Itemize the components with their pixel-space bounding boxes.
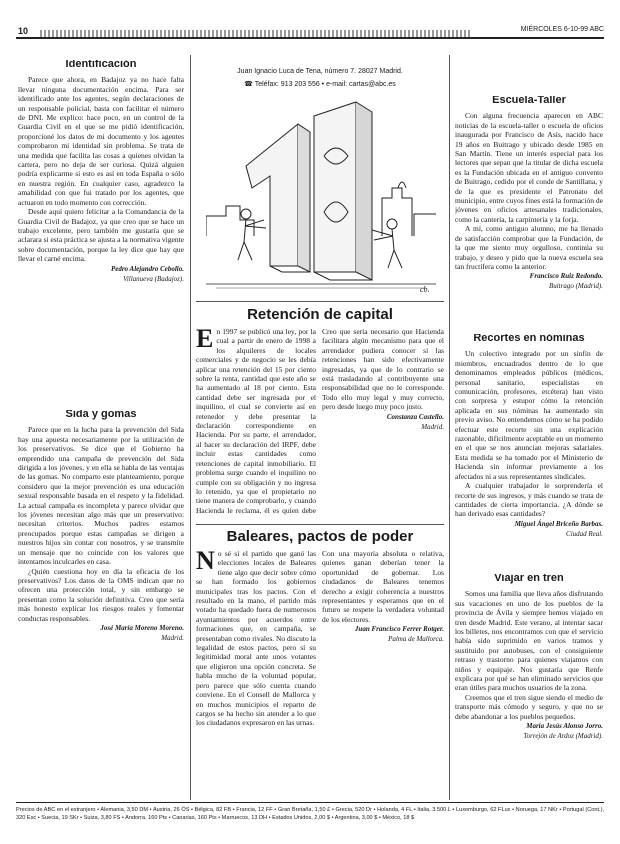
page-date: MIÉRCOLES 6-10-99 ABC xyxy=(520,26,604,33)
letter-body-2: Creemos que el tren sigue siendo el medio de transporte más cómodo y seguro, y que no se debe abandonar a los pueblos pequeños. xyxy=(455,692,603,721)
header-rule xyxy=(16,37,604,39)
letter-signature: Juan Francisco Ferrer Rotger. xyxy=(354,625,444,634)
letter-body: n 1997 se publicó una ley, por la cual a partir de enero de 1998 a los alquileres de locales comerciales y de negocio se les debía aplicar una retención del 15 por ciento sobre la renta, cantidad que este año se ha aumentado al 18 por ciento. Esta cantidad debe ser ingresada por el inquilino, el cual se convierte así en retenedor y debe presentar la declaración correspondiente en Hacienda. Por su parte, el arrendador, al hacer su declaración del IRPF, debe incluir estas cantidades como retenciones de capital inmobiliario. El problema surge cuando el inquilino no cumple con su obligación y no ingresa lo retenido, ya que el propietario no tiene manera de comprobarlo, y cuando Hacienda le reclama, él es quien debe xyxy=(196,327,316,515)
cartoon-illustration xyxy=(206,96,436,294)
section-rule xyxy=(196,301,444,302)
letter-body-2: A cualquier trabajador le sorprendería el recorte de sus ingresos, y más cuando se trata de cantidades de cierta importancia. ¿A dónde se han derivado esas cantidades? xyxy=(455,481,603,519)
letter-body-2: A mí, como antiguo alumno, me ha llenado de satisfacción comprobar que la Fundación, de la que me siento muy orgulloso, continúa su trabajo, y deseo y pido que la nueva escuela sea tan fructífera como la anterior. xyxy=(455,224,603,271)
address-line-2: ☎ Teléfax: 913 203 556 • e-mail: cartas@abc.es xyxy=(244,81,396,88)
letter-signature: María Jesús Alonso Jorro. xyxy=(526,722,603,731)
letter-title: Escuela-Taller xyxy=(492,96,566,106)
header-pattern xyxy=(40,30,470,37)
letter-signature: Miguel Ángel Briceño Barbas. xyxy=(514,519,603,528)
section-rule xyxy=(196,524,444,525)
letter-signature-place: Madrid. xyxy=(421,422,444,431)
letter-body-2: Con una mayoría absoluta o relativa, quienes ganan deberían tener la oportunidad de gobernar. Los ciudadanos de Baleares tenemos derecho a exigir coherencia a nuestros representantes y esperamos que en el futuro se respete la verdadera voluntad de los electores. xyxy=(322,549,444,624)
letter-body: Somos una familia que lleva años disfrutando sus vacaciones en uno de los pueblos de la provincia de Ávila y siempre hemos viajado en tren desde Madrid. Este verano, al intentar sacar los billetes, nos encontramos con que el servicio había sido suprimido en varios tramos y sustituido por autobuses, con el consiguiente retraso y trastorno para quienes viajamos con niños y equipaje. Nos gustaría que Renfe explicara por qué se han eliminado servicios que eran útiles para muchos usuarios de la zona. xyxy=(455,589,603,693)
letter-signature: José María Moreno Moreno. xyxy=(100,623,184,632)
letter-body: Con alguna frecuencia aparecen en ABC noticias de la escuela-taller o escuela de oficios inaugurada por Francisco de Asís, nacido hace 19 años en Buitrago y ubicado desde 1985 en San Martín. Tiene un interés especial para los lectores que sepan que la titular de dicha escuela es la Fundación ubicada en el antiguo convento de Buitrago, cedido por el conde de Santillana, y de la que es presidente el Patronato del municipio, entre cuyos fines está la formación de jóvenes en oficios artesanales tradicionales, como la cantería, la carpintería y la forja. xyxy=(455,111,603,224)
letter-signature: Constanza Castello. xyxy=(386,412,444,421)
letter-sida xyxy=(18,410,184,802)
letter-signature-place: Buitrago (Madrid). xyxy=(548,282,603,291)
drop-cap: E xyxy=(196,327,214,353)
footer-rule xyxy=(16,802,604,803)
letter-body: Parece que ahora, en Badajoz ya no hace falta llevar ninguna documentación encima. Para ser identificado ante los agentes, según declaraciones de un responsable policial, basta con facilitar el número de DNI. Me explico: hace poco, en un control de la Guardia Civil en el que se me pidió identificación, proporcioné los datos de mi documento y los agentes comprobaron mi identidad sin problema. Se trata de una medida que facilita las cosas a quienes olvidan la cartera, pero no deja de ser curiosa. Quizá alguien podría explicarme si esto es así en toda España o sólo en nuestra región. En cualquier caso, agradezco la amabilidad con que fui tratado por los agentes, que actuaron en todo momento con corrección. xyxy=(18,75,184,207)
phone-icon: ☎ xyxy=(244,81,253,88)
letter-signature-place: Torrejón de Ardoz (Madrid). xyxy=(523,732,603,741)
cartoon-signature: cb. xyxy=(420,285,430,294)
letter-title: Sida y gomas xyxy=(65,410,137,420)
letter-retencion-col1 xyxy=(196,327,316,517)
letter-title: Recortes en nóminas xyxy=(473,334,585,344)
letter-signature: Pedro Alejandro Cebollo. xyxy=(110,264,184,273)
letter-signature-place: Ciudad Real. xyxy=(566,529,603,538)
column-divider-right xyxy=(449,55,450,800)
letter-body: Un colectivo integrado por un sinfín de miembros, encuadrados dentro de lo que denominamos empleados públicos (médicos, personal sanitario, especialistas en comunicación, profesores, etcétera) han visto con sorpresa y estupor cómo la retención aplicada en sus nóminas ha aumentado sin previo aviso. No entendemos cómo se ha podido efectuar este recorte sin una explicación razonable, difícilmente aceptable en un momento en el que se nos anuncian mejoras salariales. Esta medida se ha tomado por el Ministerio de Hacienda sin informar previamente a los afectados ni a sus representantes sindicales. xyxy=(455,349,603,481)
letter-baleares-col1 xyxy=(196,549,316,801)
letter-viajar xyxy=(455,574,603,802)
letter-body: Parece que en la lucha para la prevención del Sida hay una apuesta necesariamente por la utilización de los preservativos. Se dice que el Gobierno ha emprendido una campaña de prevención del Sida dirigida a los jóvenes, y en ella se habla de las ventajas de las gomas. No comparto este planteamiento, porque considero que la mejor prevención es una educación sexual responsable basada en el respeto y la fidelidad. La actual campaña es incompleta y parece olvidar que los jóvenes necesitan algo más que un preservativo: necesitan criterios. Muchos padres estamos preocupados porque estas campañas se dirigen a nuestros hijos sin contar con nosotros, y se transmite un mensaje que no coincide con los valores que intentamos inculcarles en casa. xyxy=(18,425,184,567)
letter-baleares-col2 xyxy=(322,549,444,801)
letter-recortes xyxy=(455,334,603,568)
letter-body-2: ¿Quién cuestiona hoy en día la eficacia de los preservativos? Los datos de la OMS indican que no ofrecen una protección total, y sin embargo se presentan como la solución definitiva. Creo que sería más honesto explicar los riesgos reales y fomentar conductas responsables. xyxy=(18,566,184,623)
column-divider-left xyxy=(190,55,191,800)
letter-title: Identificación xyxy=(65,60,137,70)
letter-escuela xyxy=(455,96,603,332)
address-line-1: Juan Ignacio Luca de Tena, número 7. 28027 Madrid. xyxy=(237,68,403,75)
price-footer: Precios de ABC en el extranjero • Alemania, 3,50 DM • Austria, 26 ÖS • Bélgica, 82 FB • Francia, 12 FF • Gran Bretaña, 1,50 £ • Grecia, 520 Dr • Holanda, 4 FL • Italia, 3.500 L • Luxemburgo, 62 FLux • Noruega, 17 NKr • Portugal (Cont.), 320 Esc • Suecia, 19 SKr • Suiza, 3,80 FS • Andorra, 160 Pts • Canarias, 160 Pts • Marruecos, 13 DH • Estados Unidos, 2,00 $ • Argentina, 3,00 $ • México, 18 $ xyxy=(16,807,604,821)
letter-signature-place: Palma de Mallorca. xyxy=(388,635,444,644)
letter-body: o sé si el partido que ganó las elecciones locales de Baleares tiene algo que decir sobre cómo se han formado los gobiernos municipales tras los pactos. Con el resultado en la mano, el partido más votado ha quedado fuera de numerosos ayuntamientos por acuerdos entre formaciones que, en campaña, se presentaban como rivales. No discuto la legalidad de estos pactos, pero sí su legitimidad moral ante unos votantes que eligieron una opción concreta. Se habla mucho de la voluntad popular, pero parece que sólo cuenta cuando conviene. En el Consell de Mallorca y en muchos municipios el reparto de cargos se ha hecho sin atender a lo que los ciudadanos expresaron en las urnas. xyxy=(196,549,316,728)
letter-title-baleares: Baleares, pactos de poder xyxy=(226,528,414,545)
drop-cap: N xyxy=(196,549,215,575)
letter-signature-place: Villanueva (Badajoz). xyxy=(123,274,184,283)
letter-title-retencion: Retención de capital xyxy=(247,306,393,323)
newspaper-address xyxy=(196,68,444,88)
letter-identificacion xyxy=(18,60,184,400)
letter-title: Viajar en tren xyxy=(494,574,564,584)
letter-body-2: Creo que sería necesario que Hacienda facilitara algún mecanismo para que el arrendador pudiera conocer si las retenciones han sido efectivamente ingresadas, ya que de lo contrario se está trasladando al contribuyente una responsabilidad que no le corresponde. Todo ello muy legal y muy correcto, pero desde luego muy poco justo. xyxy=(322,327,444,412)
letter-signature: Francisco Ruiz Redondo. xyxy=(529,272,603,281)
letter-retencion-col2 xyxy=(322,327,444,517)
page-number: 10 xyxy=(18,26,29,36)
letter-body-2: Desde aquí quiero felicitar a la Comandancia de la Guardia Civil de Badajoz, ya que creo que se hace un trabajo excelente, pero también me gustaría que se aclarara si esta práctica se ajusta a la normativa vigente sobre documentación, porque la ley dice que hay que llevar el carné encima. xyxy=(18,207,184,264)
letter-signature-place: Madrid. xyxy=(161,633,184,642)
